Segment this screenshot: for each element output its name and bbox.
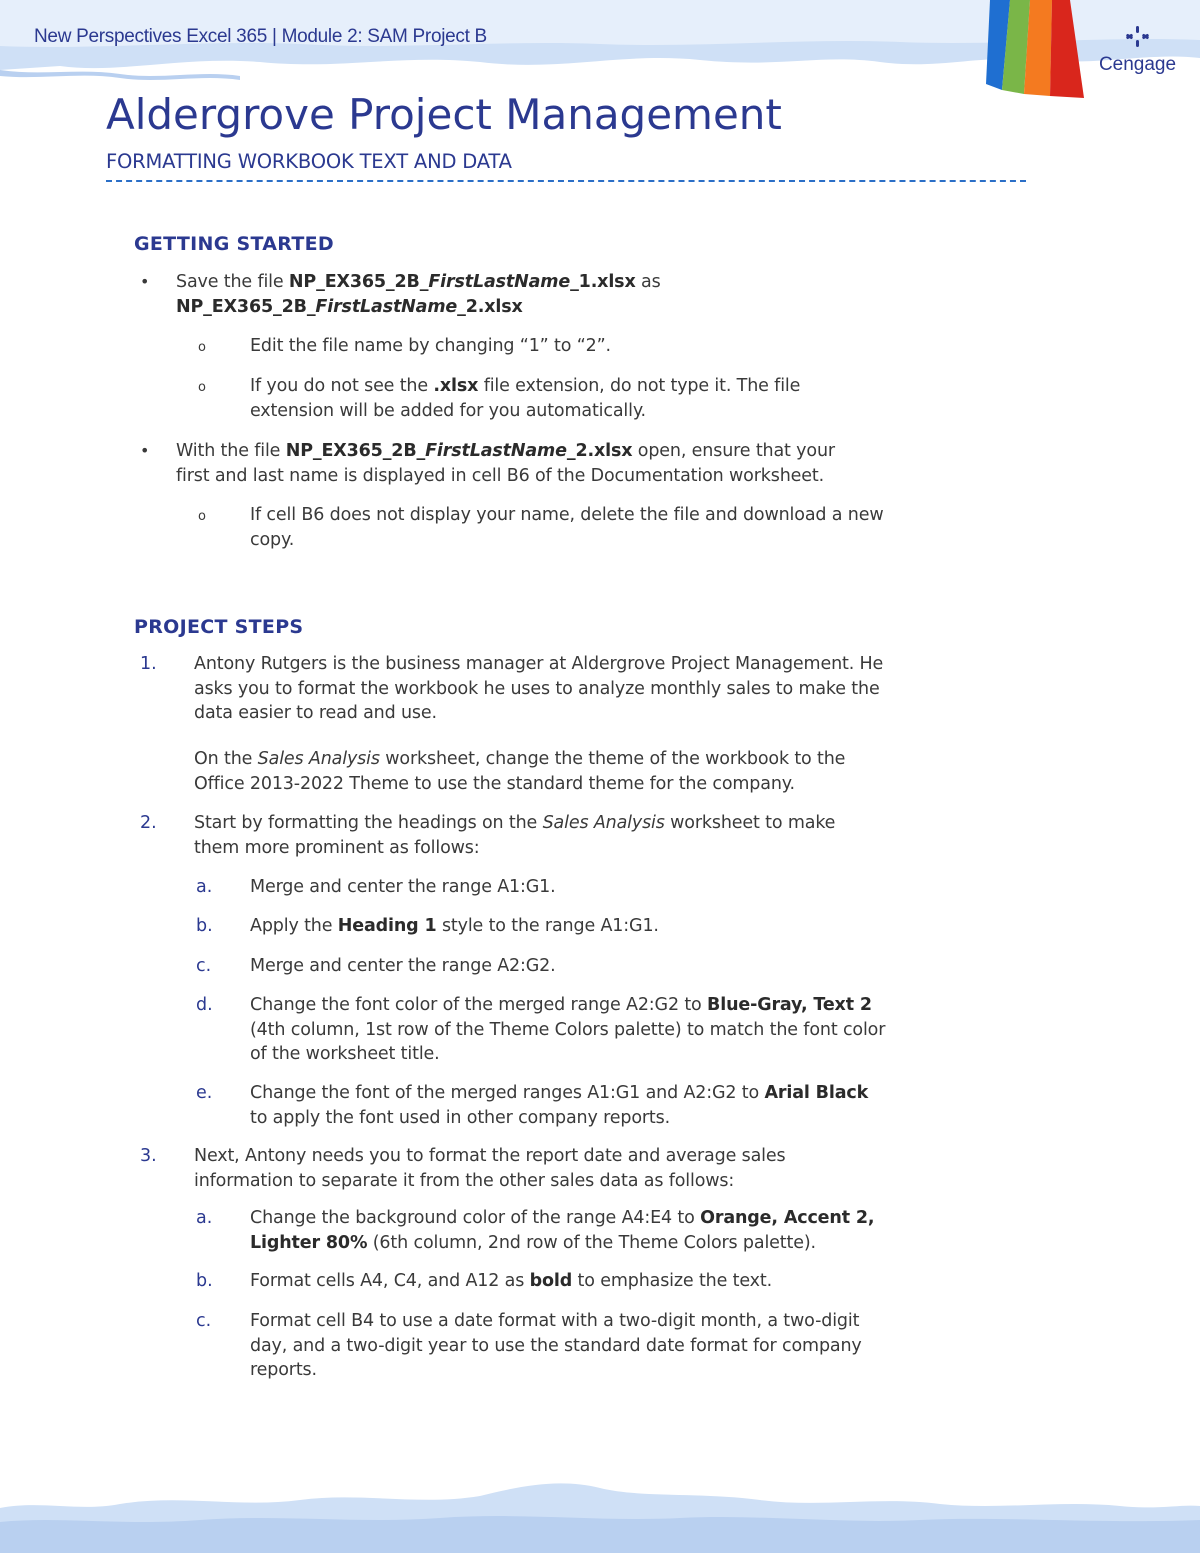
gs-sub-2: If you do not see the .xlsx file extension, do not type it. The file extension will be added for you automatically. (250, 376, 801, 421)
project-steps-heading: PROJECT STEPS (134, 616, 304, 638)
substep-letter: b. (196, 1271, 213, 1291)
getting-started-heading: GETTING STARTED (134, 233, 334, 255)
bullet-marker: • (140, 272, 150, 291)
substep-letter: c. (196, 1311, 212, 1331)
step-number: 2. (140, 813, 157, 833)
step-3a: Change the background color of the range A4:E4 to Orange, Accent 2, Lighter 80% (6th column, 2nd row of the Theme Colors palette). (250, 1208, 875, 1253)
cengage-logo (1090, 26, 1185, 76)
course-header: New Perspectives Excel 365 | Module 2: SAM Project B (34, 26, 487, 47)
step-3b: Format cells A4, C4, and A12 as bold to emphasize the text. (250, 1271, 772, 1291)
substep-letter: c. (196, 956, 212, 976)
gs-sub-3: If cell B6 does not display your name, delete the file and download a new copy. (250, 505, 884, 550)
step-2a: Merge and center the range A1:G1. (250, 877, 556, 897)
gs-sub-1: Edit the file name by changing “1” to “2”. (250, 336, 611, 356)
substep-letter: b. (196, 916, 213, 936)
substep-letter: e. (196, 1083, 213, 1103)
title-divider (106, 180, 1026, 182)
footer-band (0, 1478, 1200, 1553)
step-1-paragraph-2: On the Sales Analysis worksheet, change the theme of the workbook to the Office 2013-2022 Theme to use the standard theme for the company. (194, 749, 846, 794)
step-2b: Apply the Heading 1 style to the range A1:G1. (250, 916, 659, 936)
step-number: 1. (140, 654, 157, 674)
substep-letter: a. (196, 1208, 213, 1228)
step-2e: Change the font of the merged ranges A1:G1 and A2:G2 to Arial Black to apply the font used in other company reports. (250, 1083, 869, 1128)
step-3c: Format cell B4 to use a date format with a two-digit month, a two-digit day, and a two-digit year to use the standard date format for company reports. (250, 1311, 862, 1380)
circle-marker: o (198, 380, 206, 395)
cengage-stripes (980, 0, 1090, 100)
step-3: Next, Antony needs you to format the report date and average sales information to separate it from the other sales data as follows: (194, 1146, 786, 1191)
gs-bullet-2: With the file NP_EX365_2B_FirstLastName_2.xlsx open, ensure that your first and last name is displayed in cell B6 of the Documentation worksheet. (176, 441, 835, 486)
step-2: Start by formatting the headings on the Sales Analysis worksheet to make them more prominent as follows: (194, 813, 836, 858)
step-2c: Merge and center the range A2:G2. (250, 956, 556, 976)
substep-letter: d. (196, 995, 213, 1015)
circle-marker: o (198, 509, 206, 524)
step-1: Antony Rutgers is the business manager at Aldergrove Project Management. He asks you to format the workbook he uses to analyze monthly sales to make the data easier to read and use. (194, 654, 884, 723)
logo-text: Cengage (1098, 54, 1177, 75)
gs-bullet-1: Save the file NP_EX365_2B_FirstLastName_1.xlsx as NP_EX365_2B_FirstLastName_2.xlsx (176, 272, 661, 317)
step-number: 3. (140, 1146, 157, 1166)
bullet-marker: • (140, 441, 150, 460)
substep-letter: a. (196, 877, 213, 897)
circle-marker: o (198, 340, 206, 355)
page-title: Aldergrove Project Management (106, 90, 782, 139)
step-2d: Change the font color of the merged range A2:G2 to Blue-Gray, Text 2 (4th column, 1st row of the Theme Colors palette) to match the font color of the worksheet title. (250, 995, 886, 1064)
cengage-star-icon (1126, 26, 1150, 48)
page-subtitle: FORMATTING WORKBOOK TEXT AND DATA (106, 150, 512, 173)
